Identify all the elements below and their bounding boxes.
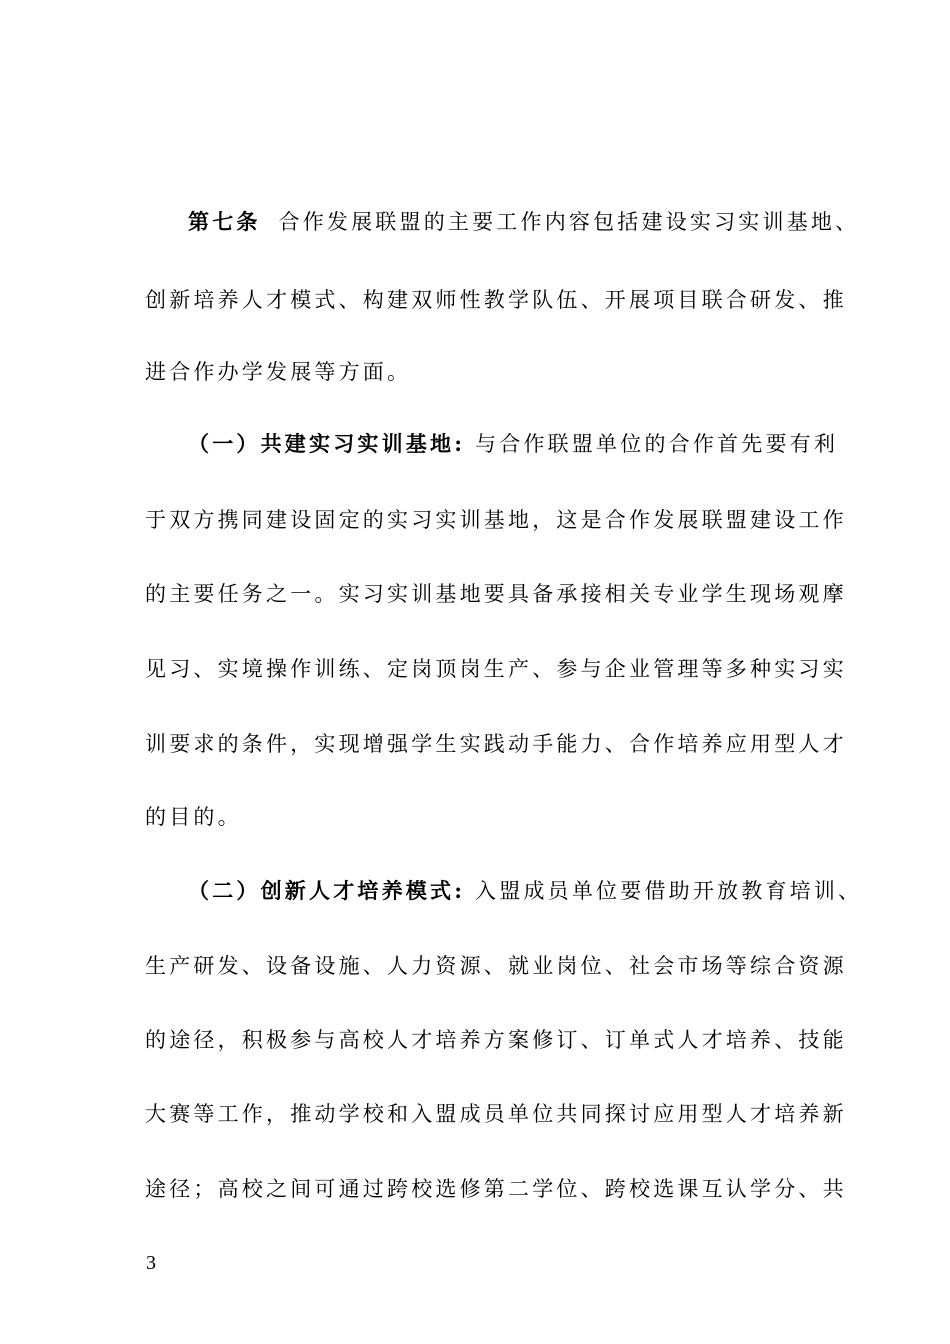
item1-line6: 的目的。 — [145, 805, 242, 829]
item2-line4: 大赛等工作，推动学校和入盟成员单位共同探讨应用型人才培养新 — [145, 1102, 847, 1126]
item1-line1 — [188, 430, 838, 458]
article7-line3: 进合作办学发展等方面。 — [145, 360, 412, 384]
item2-line2: 生产研发、设备设施、人力资源、就业岗位、社会市场等综合资源 — [145, 954, 847, 978]
item1-line5: 训要求的条件，实现增强学生实践动手能力、合作培养应用型人才 — [145, 732, 847, 756]
item1-text: 与合作联盟单位的合作首先要有利 — [475, 432, 839, 456]
item1-line4: 见习、实境操作训练、定岗顶岗生产、参与企业管理等多种实习实 — [145, 657, 847, 681]
item2-line5: 途径；高校之间可通过跨校选修第二学位、跨校选课互认学分、共 — [145, 1177, 847, 1201]
page-number: 3 — [146, 1252, 156, 1274]
item2-line1 — [188, 877, 862, 905]
item2-colon: : — [454, 878, 466, 903]
article7-line1 — [188, 208, 859, 236]
item1-heading: （一）共建实习实训基地 — [188, 431, 455, 456]
item1-colon: : — [454, 431, 466, 456]
article7-line2: 创新培养人才模式、构建双师性教学队伍、开展项目联合研发、推 — [145, 288, 847, 312]
item1-line3: 的主要任务之一。实习实训基地要具备承接相关专业学生现场观摩 — [145, 582, 847, 606]
item2-heading: （二）创新人才培养模式 — [188, 878, 455, 903]
item2-line3: 的途径，积极参与高校人才培养方案修订、订单式人才培养、技能 — [145, 1028, 847, 1052]
article7-heading: 第七条 — [188, 209, 261, 234]
article7-text: 合作发展联盟的主要工作内容包括建设实习实训基地、 — [278, 210, 860, 234]
item1-line2: 于双方携同建设固定的实习实训基地，这是合作发展联盟建设工作 — [145, 508, 847, 532]
item2-text: 入盟成员单位要借助开放教育培训、 — [475, 879, 863, 903]
